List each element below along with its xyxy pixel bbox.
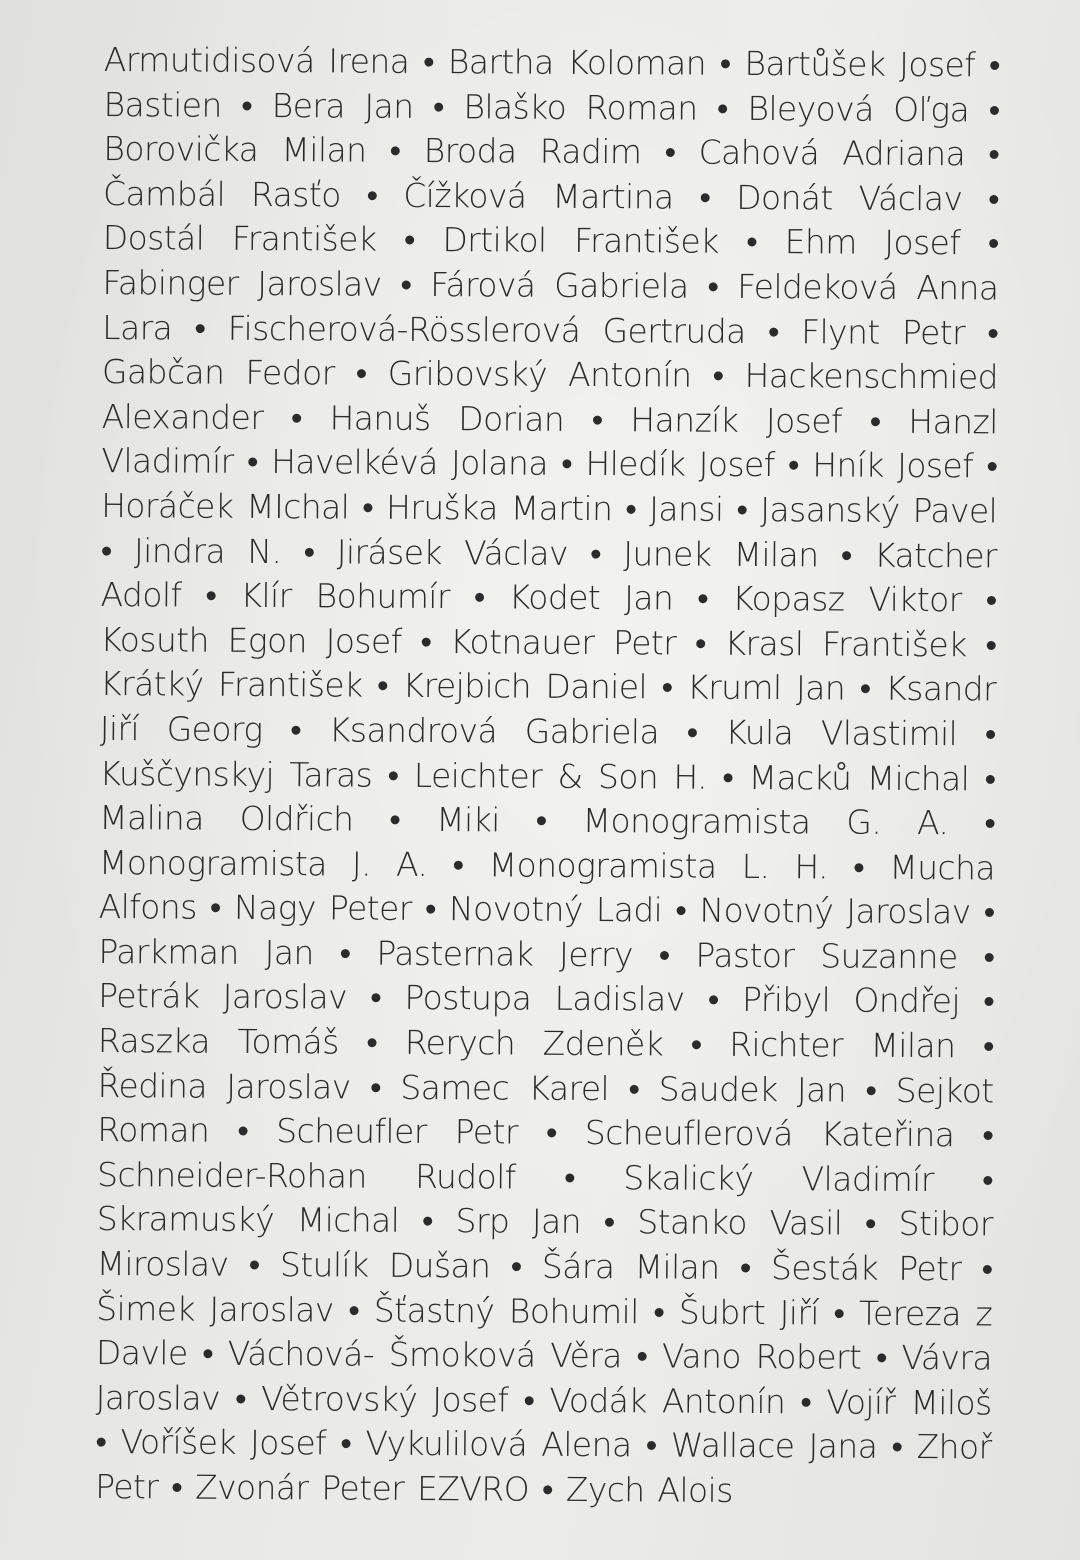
bullet-separator: • [982, 1115, 994, 1155]
bullet-separator: • [591, 399, 603, 439]
artist-name: Vodák Antonín [549, 1380, 786, 1421]
artist-name: Čížková Martina [403, 175, 674, 217]
bullet-separator: • [303, 531, 315, 571]
artist-name: Wallace Jana [670, 1425, 878, 1467]
artist-name: Parkman Jan [98, 931, 314, 973]
bullet-separator: • [389, 799, 401, 839]
artist-name: Malina Oldřich [99, 798, 354, 839]
bullet-separator: • [983, 981, 995, 1021]
artist-name: Kopasz Viktor [732, 578, 962, 620]
artist-name: Fischerová-Rösslerová Gertruda [227, 308, 746, 351]
artist-name: Srp Jan [455, 1201, 582, 1242]
artist-name: Šťastný Bohumil [373, 1290, 639, 1331]
bullet-separator: • [205, 575, 217, 615]
artist-name: Monogramista G. A. [582, 801, 949, 843]
artist-name: Monogramista J. A. [98, 842, 428, 884]
bullet-separator: • [241, 85, 253, 125]
artist-name: Bastien [103, 84, 222, 125]
bullet-separator: • [675, 890, 687, 930]
artist-name: Klír Bohumír [240, 575, 451, 617]
artist-name: Gabčan Fedor [101, 352, 335, 393]
artist-name: Cahová Adriana [698, 132, 966, 174]
bullet-separator: • [563, 1157, 576, 1197]
artist-name: Blaško Roman [463, 86, 698, 128]
artist-name: Fabinger Jaroslav [102, 262, 382, 304]
artist-name: Novotný Jaroslav [699, 890, 971, 932]
artist-name: Kotnauer Petr [449, 621, 677, 663]
artist-name: Rerych Zdeněk [404, 1022, 664, 1064]
bullet-separator: • [348, 1290, 360, 1330]
artist-name: Junek Milan [623, 533, 819, 574]
artist-name: Sejkot Roman [97, 1070, 994, 1150]
bullet-separator: • [452, 844, 464, 884]
artist-name: Postupa Ladislav [404, 978, 685, 1020]
bullet-separator: • [473, 577, 485, 617]
bullet-separator: • [561, 444, 573, 484]
artist-name: Větrovský Josef [260, 1378, 509, 1420]
artist-name: Bartha Koloman [447, 42, 707, 83]
bullet-separator: • [746, 222, 758, 262]
bullet-separator: • [523, 1380, 535, 1420]
bullet-separator: • [984, 714, 996, 754]
bullet-separator: • [833, 1293, 845, 1333]
artist-name: Kula Vlastimil [725, 712, 958, 754]
bullet-separator: • [690, 1024, 702, 1064]
bullet-separator: • [983, 937, 995, 977]
artist-name: Broda Radim [423, 131, 642, 172]
bullet-separator: • [982, 1026, 995, 1066]
artist-name: Přibyl Ondřej [741, 980, 961, 1021]
artist-name: Šimek Jaroslav [96, 1288, 334, 1330]
bullet-separator: • [653, 1292, 665, 1332]
artist-name: Zvonár Peter EZVRO [194, 1467, 530, 1509]
bullet-separator: • [625, 489, 637, 529]
bullet-separator: • [248, 1244, 260, 1285]
artist-name: Petrák Jaroslav [98, 976, 348, 1017]
artist-name: Skalický Vladimír [623, 1158, 934, 1199]
artist-name: Krasl František [724, 623, 967, 664]
artist-name: Vykulilová Alena [365, 1424, 632, 1465]
artist-name: Donát Václav [736, 177, 963, 219]
artist-name: Monogramista L. H. [488, 845, 829, 887]
artist-name: Vano Robert [661, 1336, 862, 1377]
artist-name: Bleyová Oľga [747, 88, 970, 129]
artist-name: Mucha Alfons [98, 847, 996, 927]
artist-name: Jindra N. [133, 530, 282, 571]
bullet-separator: • [420, 621, 432, 661]
bullet-separator: • [387, 755, 399, 795]
artist-name: Ředina Jaroslav [97, 1065, 351, 1107]
bullet-separator: • [369, 1067, 382, 1107]
bullet-separator: • [95, 1422, 107, 1462]
bullet-separator: • [686, 712, 698, 752]
artist-name: Kuščynskyj Taras [99, 753, 373, 795]
bullet-separator: • [865, 1070, 877, 1110]
artist-name: Borovička Milan [103, 129, 367, 170]
artist-name: Samec Karel [400, 1067, 610, 1108]
bullet-separator: • [366, 1022, 378, 1062]
bullet-separator: • [234, 1378, 247, 1418]
artist-name: Čambál Rasťo [102, 173, 341, 215]
bullet-separator: • [237, 1111, 249, 1151]
artist-name: Stibor Miroslav [96, 1204, 993, 1284]
artist-name: Fárová Gabriela [430, 264, 689, 306]
bullet-separator: • [171, 1467, 183, 1507]
bullet-separator: • [100, 530, 112, 570]
bullet-separator: • [370, 978, 382, 1018]
bullet-separator: • [984, 758, 996, 798]
bullet-separator: • [694, 623, 706, 663]
bullet-separator: • [661, 667, 673, 707]
bullet-separator: • [603, 1202, 615, 1242]
artist-name: Jansi [649, 489, 724, 529]
bullet-separator: • [209, 887, 221, 928]
bullet-separator: • [389, 130, 401, 171]
bullet-separator: • [853, 847, 865, 887]
bullet-separator: • [987, 223, 999, 263]
bullet-separator: • [869, 401, 881, 441]
artist-name: Stanko Vasil [637, 1202, 843, 1243]
bullet-separator: • [645, 1425, 657, 1465]
bullet-separator: • [377, 665, 389, 706]
artist-name: Jasanský Pavel [760, 489, 998, 531]
artist-name: Kruml Jan [686, 667, 846, 708]
bullet-separator: • [545, 1112, 557, 1153]
artist-name: Stulík Dušan [279, 1245, 491, 1286]
bullet-separator: • [864, 1204, 877, 1244]
bullet-separator: • [987, 312, 999, 353]
bullet-separator: • [290, 397, 302, 437]
artist-name: Jirásek Václav [336, 531, 568, 573]
bullet-separator: • [636, 1336, 648, 1376]
artist-name: Hackenschmied Alexander [101, 356, 999, 437]
artist-name: Ehm Josef [784, 222, 961, 263]
bullet-separator: • [988, 89, 1000, 130]
bullet-separator: • [664, 132, 676, 172]
artist-name: Ksandr Jiří Georg [99, 669, 997, 749]
bullet-separator: • [986, 446, 998, 486]
bullet-separator: • [707, 980, 719, 1020]
artist-name: Tereza z Davle [95, 1293, 993, 1373]
bullet-separator: • [739, 1247, 751, 1288]
bullet-separator: • [840, 535, 852, 575]
bullet-separator: • [589, 533, 602, 573]
artist-name: Zhoř Petr [95, 1427, 992, 1507]
artist-name: Dostál František [102, 218, 377, 260]
artist-name: Bera Jan [271, 85, 414, 126]
artist-name: Vávra Jaroslav [95, 1338, 993, 1418]
bullet-separator: • [400, 264, 412, 304]
artist-name: Raszka Tomáš [97, 1021, 339, 1062]
bullet-separator: • [983, 892, 995, 932]
artist-name: Pasternak Jerry [376, 933, 633, 975]
bullet-separator: • [510, 1246, 522, 1286]
bullet-separator: • [362, 487, 374, 527]
bullet-separator: • [736, 489, 748, 529]
bullet-separator: • [985, 625, 997, 665]
artist-name: Hanzík Josef [630, 399, 843, 441]
bullet-separator: • [984, 803, 996, 843]
bullet-separator: • [716, 88, 729, 128]
bullet-separator: • [697, 578, 709, 618]
bullet-separator: • [988, 45, 1001, 85]
bullet-separator: • [422, 41, 435, 82]
bullet-separator: • [787, 445, 800, 485]
artist-name: Kodet Jan [508, 577, 674, 618]
artist-name: Krátký František [99, 664, 363, 705]
artist-name: Šára Milan [541, 1246, 720, 1287]
bullet-separator: • [767, 311, 780, 351]
bullet-separator: • [541, 1469, 553, 1509]
artist-name: Katcher Adolf [100, 535, 998, 615]
artist-name: Pastor Suzanne [695, 935, 958, 977]
artist-name: Horáček MIchal [101, 485, 350, 527]
artist-name: Leichter & Son H. [413, 755, 708, 797]
bullet-separator: • [985, 580, 997, 620]
bullet-separator: • [366, 175, 378, 215]
bullet-separator: • [202, 1333, 214, 1373]
bullet-separator: • [875, 1337, 887, 1378]
bullet-separator: • [988, 134, 1000, 174]
artist-name: Feldeková Anna Lara [102, 266, 999, 347]
bullet-separator: • [628, 1068, 640, 1108]
artist-name: Hruška Martin [386, 487, 613, 529]
bullet-separator: • [658, 935, 670, 975]
artist-name: Hanuš Dorian [329, 398, 565, 439]
artist-name: Hledík Josef [585, 444, 775, 485]
artist-name: Bartůšek Josef [744, 43, 976, 85]
bullet-separator: • [290, 710, 302, 750]
bullet-separator: • [403, 220, 416, 260]
artist-name: Vojíř Miloš [826, 1382, 992, 1423]
bullet-separator: • [355, 353, 367, 393]
artist-name: Schneider-Rohan Rudolf [96, 1154, 516, 1197]
artist-name: Scheufler Petr [276, 1111, 518, 1152]
artist-name: Šesták Petr [770, 1248, 962, 1289]
bullet-separator: • [800, 1382, 812, 1422]
bullet-separator: • [707, 266, 719, 306]
bullet-separator: • [339, 933, 351, 973]
bullet-separator: • [340, 1423, 352, 1463]
artist-name: Zych Alois [565, 1469, 733, 1510]
artist-name: Scheuflerová Kateřina [584, 1113, 955, 1155]
artist-name: Ksandrová Gabriela [328, 710, 660, 752]
bullet-separator: • [722, 757, 734, 797]
bullet-separator: • [432, 86, 445, 126]
artist-name: Kosuth Egon Josef [100, 619, 402, 661]
bullet-separator: • [988, 179, 1000, 219]
artist-name: Novotný Ladi [448, 889, 663, 930]
artist-name: Váchová- Šmoková Věra [227, 1333, 623, 1376]
artist-name: Macků Michal [748, 757, 970, 798]
bullet-separator: • [246, 442, 258, 482]
bullet-separator: • [719, 43, 731, 83]
artist-name: Armutidisová Irena [103, 39, 410, 81]
artist-name: Havelkévá Jolana [271, 442, 549, 484]
artist-name: Skramuský Michal [96, 1199, 400, 1241]
artist-name: Saudek Jan [658, 1069, 847, 1110]
bullet-separator: • [194, 308, 206, 348]
bullet-separator: • [712, 355, 724, 395]
artist-name: Drtikol František [442, 220, 719, 262]
bullet-separator: • [699, 177, 711, 217]
bullet-separator: • [859, 668, 871, 709]
artist-name: Richter Milan [729, 1024, 956, 1066]
artist-name: Flynt Petr [801, 311, 966, 352]
artist-name: Hník Josef [812, 445, 974, 486]
artist-name-list [95, 38, 1000, 1515]
bullet-separator: • [424, 889, 436, 929]
bullet-separator: • [891, 1427, 903, 1467]
artist-name: Šubrt Jiří [678, 1292, 820, 1333]
bullet-separator: • [421, 1201, 434, 1241]
artist-name: Miki [436, 800, 500, 840]
bullet-separator: • [535, 800, 547, 840]
artist-name: Nagy Peter [233, 888, 412, 929]
bullet-separator: • [981, 1160, 994, 1200]
artist-name: Krejbich Daniel [402, 666, 648, 707]
artist-name: Gribovský Antonín [387, 353, 692, 395]
artist-name: Voříšek Josef [120, 1422, 327, 1463]
artist-name: Hanzl Vladimír [101, 401, 998, 482]
bullet-separator: • [981, 1249, 993, 1289]
